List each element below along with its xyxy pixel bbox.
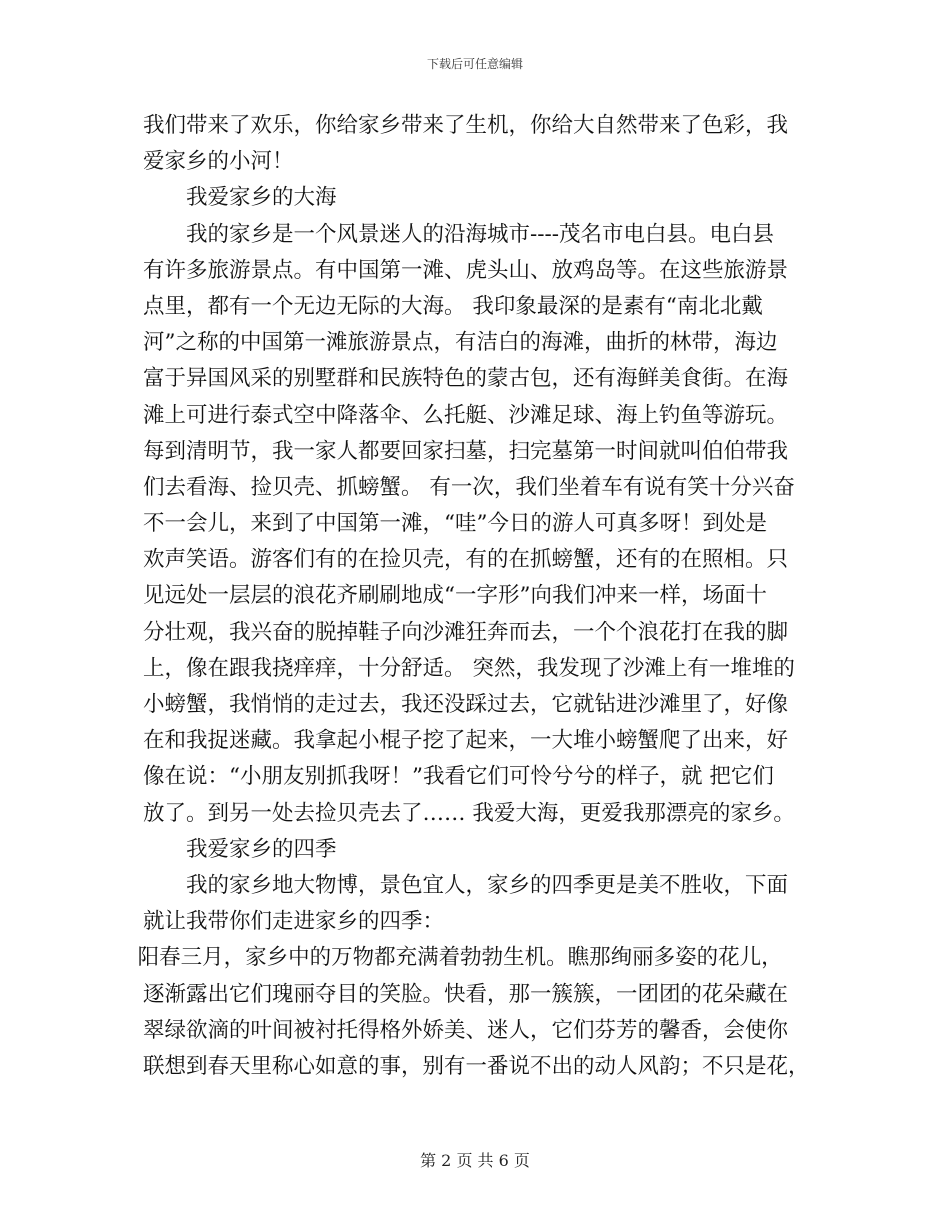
- body-line: 放了。到另一处去捡贝壳去了…… 我爱大海，更爱我那漂亮的家乡。: [143, 800, 795, 826]
- body-line: 富于异国风采的别墅群和民族特色的蒙古包，还有海鲜美食街。在海: [143, 366, 789, 392]
- body-line: 滩上可进行泰式空中降落伞、么托艇、沙滩足球、海上钓鱼等游玩。: [143, 402, 789, 428]
- body-line: 点里，都有一个无边无际的大海。 我印象最深的是素有“南北北戴: [143, 293, 763, 319]
- document-body: [137, 108, 823, 1085]
- body-line: 逐渐露出它们瑰丽夺目的笑脸。快看，那一簇簇，一团团的花朵藏在: [143, 981, 789, 1007]
- body-line: 联想到春天里称心如意的事，别有一番说不出的动人风韵；不只是花，: [143, 1053, 810, 1079]
- body-line: 上，像在跟我挠痒痒，十分舒适。 突然，我发现了沙滩上有一堆堆的: [143, 655, 795, 681]
- body-line: 阳春三月，家乡中的万物都充满着勃勃生机。瞧那绚丽多姿的花儿，: [137, 945, 783, 971]
- body-line: 见远处一层层的浪花齐刷刷地成“一字形”向我们冲来一样，场面十: [143, 583, 767, 609]
- body-line: 有许多旅游景点。有中国第一滩、虎头山、放鸡岛等。在这些旅游景: [143, 257, 789, 283]
- body-line: 我爱家乡的大海: [186, 185, 337, 211]
- body-line: 爱家乡的小河！: [143, 149, 294, 175]
- body-line: 不一会儿，来到了中国第一滩，“哇”今日的游人可真多呀！到处是: [143, 511, 767, 537]
- body-line: 小螃蟹，我悄悄的走过去，我还没踩过去，它就钻进沙滩里了，好像: [143, 692, 789, 717]
- body-line: 河”之称的中国第一滩旅游景点，有洁白的海滩，曲折的林带，海边: [143, 330, 778, 356]
- page-header: 下载后可任意编辑: [426, 57, 523, 71]
- body-line: 每到清明节，我一家人都要回家扫墓，扫完墓第一时间就叫伯伯带我: [143, 438, 789, 464]
- body-line: 分壮观，我兴奋的脱掉鞋子向沙滩狂奔而去，一个个浪花打在我的脚: [143, 619, 789, 645]
- page-footer: 第 2 页 共 6 页: [420, 1151, 530, 1170]
- body-line: 们去看海、捡贝壳、抓螃蟹。 有一次，我们坐着车有说有笑十分兴奋: [143, 474, 795, 500]
- body-line: 像在说：“小朋友别抓我呀！”我看它们可怜兮兮的样子，就 把它们: [143, 764, 774, 790]
- body-line: 我的家乡地大物博，景色宜人，家乡的四季更是美不胜收，下面: [186, 872, 789, 898]
- body-line: 就让我带你们走进家乡的四季：: [143, 909, 445, 935]
- body-line: 在和我捉迷藏。我拿起小棍子挖了起来，一大堆小螃蟹爬了出来，好: [143, 728, 789, 754]
- body-line: 我爱家乡的四季: [186, 836, 337, 862]
- body-line: 欢声笑语。游客们有的在捡贝壳，有的在抓螃蟹，还有的在照相。只: [143, 547, 789, 573]
- body-line: 我们带来了欢乐，你给家乡带来了生机，你给大自然带来了色彩，我: [143, 113, 789, 138]
- body-line: 翠绿欲滴的叶间被衬托得格外娇美、迷人，它们芬芳的馨香，会使你: [143, 1017, 789, 1043]
- body-line: 我的家乡是一个风景迷人的沿海城市----茂名市电白县。电白县: [186, 221, 775, 247]
